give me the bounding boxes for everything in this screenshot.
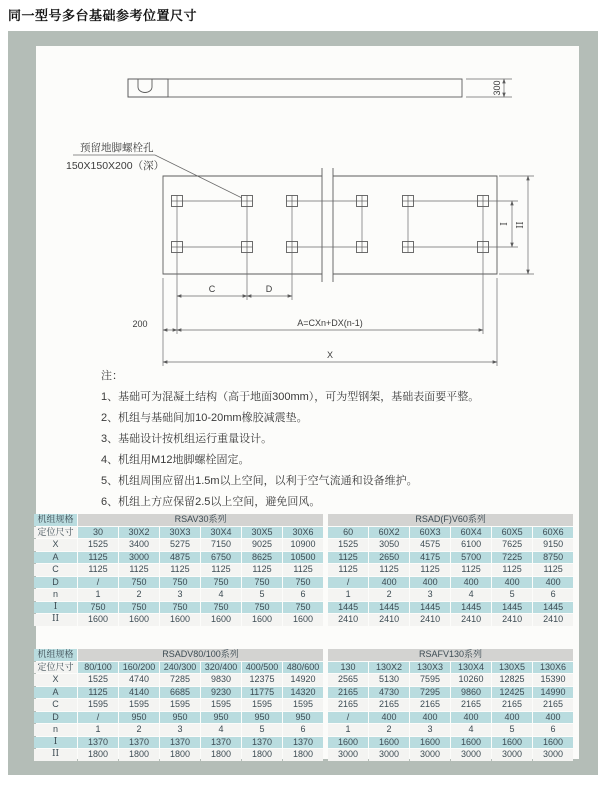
model-header: 30X6 xyxy=(283,527,323,539)
group-spacer xyxy=(324,589,327,601)
table-cell: 2410 xyxy=(533,614,573,626)
table-cell: 3000 xyxy=(119,552,159,564)
table-cell: 2 xyxy=(119,589,159,601)
table-cell: 1 xyxy=(328,724,368,736)
table-row xyxy=(34,602,573,614)
table-cell: 8625 xyxy=(242,552,282,564)
table-cell: 2165 xyxy=(492,699,532,711)
group-spacer xyxy=(324,687,327,699)
table-cell: 1595 xyxy=(119,699,159,711)
table-cell: 2165 xyxy=(328,687,368,699)
table-row xyxy=(34,589,573,601)
table-cell: 750 xyxy=(160,602,200,614)
table-cell: 2410 xyxy=(410,614,450,626)
group-spacer xyxy=(324,577,327,589)
table-cell: 6 xyxy=(283,724,323,736)
table-row xyxy=(34,712,573,724)
table-cell: 12425 xyxy=(492,687,532,699)
table-cell: 8750 xyxy=(533,552,573,564)
model-header: 130X2 xyxy=(369,662,409,674)
row-label: A xyxy=(34,687,77,699)
bolt-holes xyxy=(172,196,489,253)
table-cell: 950 xyxy=(283,712,323,724)
model-header: 60X2 xyxy=(369,527,409,539)
table-cell: 2410 xyxy=(328,614,368,626)
model-header: 130X4 xyxy=(451,662,491,674)
table-cell: 4 xyxy=(201,589,241,601)
note-item: 2、机组与基础间加10-20mm橡胶减震垫。 xyxy=(101,412,308,424)
table-cell: 1600 xyxy=(283,614,323,626)
page-title: 同一型号多台基础参考位置尺寸 xyxy=(8,8,198,23)
table-cell: 4575 xyxy=(410,539,450,551)
table-cell: 1600 xyxy=(160,614,200,626)
model-header: 240/300 xyxy=(160,662,200,674)
row-label: II xyxy=(34,749,77,761)
group-spacer xyxy=(324,674,327,686)
table-cell: 2410 xyxy=(492,614,532,626)
table-cell: 1600 xyxy=(242,614,282,626)
table-cell: 400 xyxy=(492,712,532,724)
spec-table-rsadv80100-rsafv130 xyxy=(33,648,574,762)
table-cell: 1 xyxy=(78,589,118,601)
leader-line xyxy=(155,155,242,198)
dim-A-label: A=CXn+DX(n-1) xyxy=(297,318,363,328)
table-cell: 2650 xyxy=(369,552,409,564)
table-cell: 1445 xyxy=(369,602,409,614)
model-header: 60X6 xyxy=(533,527,573,539)
table-cell: 1125 xyxy=(451,564,491,576)
table-cell: 750 xyxy=(78,602,118,614)
row-label: I xyxy=(34,737,77,749)
table-cell: 750 xyxy=(119,577,159,589)
row-label: X xyxy=(34,674,77,686)
unit-outlines xyxy=(177,201,483,247)
bolt-hole xyxy=(478,242,489,253)
table-cell: 1125 xyxy=(533,564,573,576)
note-item: 6、机组上方应保留2.5以上空间，避免回风。 xyxy=(101,496,321,508)
table-cell: 9150 xyxy=(533,539,573,551)
group-spacer xyxy=(324,614,327,626)
table-cell: 5700 xyxy=(451,552,491,564)
table-cell: 1800 xyxy=(242,749,282,761)
table-cell: 3000 xyxy=(451,749,491,761)
model-header: 130X6 xyxy=(533,662,573,674)
table-cell: 6750 xyxy=(201,552,241,564)
model-header: 60X3 xyxy=(410,527,450,539)
table-cell: 9230 xyxy=(201,687,241,699)
table-cell: 400 xyxy=(410,712,450,724)
table-cell: 1 xyxy=(328,589,368,601)
table-cell: 1125 xyxy=(328,552,368,564)
table-cell: 14990 xyxy=(533,687,573,699)
table-cell: 950 xyxy=(160,712,200,724)
table-cell: 14920 xyxy=(283,674,323,686)
table-cell: 7150 xyxy=(201,539,241,551)
model-header: 30X5 xyxy=(242,527,282,539)
table-cell: 5 xyxy=(242,589,282,601)
note-item: 4、机组用M12地脚螺栓固定。 xyxy=(101,454,250,466)
group-spacer xyxy=(324,564,327,576)
table-cell: 750 xyxy=(283,602,323,614)
bolt-hole xyxy=(172,242,183,253)
table-cell: 5 xyxy=(242,724,282,736)
model-header: 400/500 xyxy=(242,662,282,674)
dim-D-label: D xyxy=(265,284,273,294)
model-header: 60X5 xyxy=(492,527,532,539)
model-header: 80/100 xyxy=(78,662,118,674)
table-cell: 1125 xyxy=(119,564,159,576)
table-cell: 1800 xyxy=(78,749,118,761)
table-cell: 15390 xyxy=(533,674,573,686)
group-spacer xyxy=(324,539,327,551)
table-cell: 1125 xyxy=(328,564,368,576)
table-cell: 6685 xyxy=(160,687,200,699)
bolt-hole xyxy=(357,242,368,253)
table-cell: 5 xyxy=(492,724,532,736)
table-cell: 12825 xyxy=(492,674,532,686)
series-header: RSAFV130系列 xyxy=(328,649,573,661)
corner-position-size: 定位尺寸 xyxy=(34,527,77,539)
dim-200-label: 200 xyxy=(132,319,148,329)
note-item: 3、基础设计按机组运行重量设计。 xyxy=(101,433,273,445)
table-cell: 3400 xyxy=(119,539,159,551)
table-cell: 1125 xyxy=(283,564,323,576)
model-header: 30 xyxy=(78,527,118,539)
table-cell: 2 xyxy=(369,724,409,736)
table-cell: 6 xyxy=(533,724,573,736)
bolt-hole xyxy=(403,242,414,253)
table-cell: 3 xyxy=(160,724,200,736)
table-cell: 2 xyxy=(369,589,409,601)
notes-items xyxy=(101,387,561,513)
table-cell: 400 xyxy=(533,577,573,589)
table-cell: 950 xyxy=(119,712,159,724)
table-cell: 4175 xyxy=(410,552,450,564)
table-row xyxy=(34,552,573,564)
table-cell: 2165 xyxy=(533,699,573,711)
note-item: 5、机组周围应留出1.5m以上空间，以利于空气流通和设备维护。 xyxy=(101,475,418,487)
table-cell: / xyxy=(78,712,118,724)
table-row xyxy=(34,539,573,551)
table-cell: 1125 xyxy=(78,687,118,699)
table-cell: 1125 xyxy=(410,564,450,576)
table-cell: 3000 xyxy=(410,749,450,761)
group-spacer xyxy=(324,514,327,526)
plan-view xyxy=(132,168,534,366)
row-label: X xyxy=(34,539,77,551)
model-header: 60 xyxy=(328,527,368,539)
table-cell: 3050 xyxy=(369,539,409,551)
table-cell: 1445 xyxy=(533,602,573,614)
table-cell: 1600 xyxy=(328,737,368,749)
table-cell: 6 xyxy=(283,589,323,601)
table-cell: 2165 xyxy=(410,699,450,711)
bolt-hole xyxy=(478,196,489,207)
group-spacer xyxy=(324,737,327,749)
series-header: RSAV30系列 xyxy=(78,514,323,526)
table-cell: 1125 xyxy=(78,552,118,564)
table-cell: 2410 xyxy=(369,614,409,626)
row-label: I xyxy=(34,602,77,614)
group-spacer xyxy=(324,749,327,761)
table-cell: 4730 xyxy=(369,687,409,699)
table-cell: 400 xyxy=(369,712,409,724)
row-label: D xyxy=(34,577,77,589)
dim-I-label: I xyxy=(500,222,510,226)
row-label: A xyxy=(34,552,77,564)
bolt-hole xyxy=(287,242,298,253)
row-label: II xyxy=(34,614,77,626)
table-cell: 1125 xyxy=(242,564,282,576)
table-cell: 400 xyxy=(451,577,491,589)
table-cell: 4740 xyxy=(119,674,159,686)
table-cell: 750 xyxy=(201,602,241,614)
series-header: RSAD(F)V60系列 xyxy=(328,514,573,526)
table-cell: 1600 xyxy=(451,737,491,749)
table-cell: 6 xyxy=(533,589,573,601)
table-cell: 10900 xyxy=(283,539,323,551)
model-header: 30X3 xyxy=(160,527,200,539)
table-cell: / xyxy=(328,712,368,724)
table-cell: / xyxy=(78,577,118,589)
table-cell: 1600 xyxy=(78,614,118,626)
table-row xyxy=(34,577,573,589)
table-cell: 1600 xyxy=(410,737,450,749)
table-cell: 4 xyxy=(201,724,241,736)
model-header: 480/600 xyxy=(283,662,323,674)
table-cell: 1 xyxy=(78,724,118,736)
table-cell: 750 xyxy=(242,602,282,614)
table-cell: 750 xyxy=(201,577,241,589)
table-cell: 1370 xyxy=(201,737,241,749)
table-cell: 4 xyxy=(451,724,491,736)
table-cell: 1125 xyxy=(160,564,200,576)
table-cell: 7595 xyxy=(410,674,450,686)
table-cell: 1595 xyxy=(283,699,323,711)
table-cell: 1370 xyxy=(78,737,118,749)
table-cell: 750 xyxy=(242,577,282,589)
table-cell: 6100 xyxy=(451,539,491,551)
model-header: 60X4 xyxy=(451,527,491,539)
corner-unit-spec: 机组规格 xyxy=(34,514,77,526)
table-cell: 1600 xyxy=(492,737,532,749)
table-cell: 1595 xyxy=(201,699,241,711)
table-cell: 5 xyxy=(492,589,532,601)
table-row xyxy=(34,749,573,761)
table-cell: 1445 xyxy=(328,602,368,614)
table-cell: 2165 xyxy=(328,699,368,711)
table-cell: 12375 xyxy=(242,674,282,686)
spec-table-rsav30-rsadv60 xyxy=(33,513,574,627)
bolt-hole xyxy=(172,196,183,207)
table-cell: 3000 xyxy=(533,749,573,761)
table-cell: 3000 xyxy=(492,749,532,761)
row-label: n xyxy=(34,589,77,601)
table-cell: 1595 xyxy=(160,699,200,711)
table-row xyxy=(34,724,573,736)
table-cell: 1125 xyxy=(201,564,241,576)
group-spacer xyxy=(324,724,327,736)
table-cell: 2165 xyxy=(369,699,409,711)
group-spacer xyxy=(324,527,327,539)
corner-unit-spec: 机组规格 xyxy=(34,649,77,661)
table-cell: 1800 xyxy=(283,749,323,761)
row-label: C xyxy=(34,699,77,711)
table-cell: 1525 xyxy=(78,674,118,686)
table-cell: 1600 xyxy=(369,737,409,749)
model-header: 130X3 xyxy=(410,662,450,674)
notes-label: 注： xyxy=(101,370,123,382)
model-header: 130 xyxy=(328,662,368,674)
bolt-hole-callout xyxy=(66,141,242,198)
table-cell: 950 xyxy=(201,712,241,724)
table-cell: 1600 xyxy=(201,614,241,626)
table-cell: 4 xyxy=(451,589,491,601)
table-row xyxy=(34,564,573,576)
table-cell: 1595 xyxy=(242,699,282,711)
table-row xyxy=(34,614,573,626)
table-cell: 1370 xyxy=(283,737,323,749)
bolt-hole-label-line1: 预留地脚螺栓孔 xyxy=(80,142,154,154)
table-cell: 7225 xyxy=(492,552,532,564)
foundation-diagram xyxy=(36,47,580,369)
table-cell: / xyxy=(328,577,368,589)
series-header: RSADV80/100系列 xyxy=(78,649,323,661)
model-header: 30X2 xyxy=(119,527,159,539)
table-row xyxy=(34,674,573,686)
table-cell: 9830 xyxy=(201,674,241,686)
table-cell: 1595 xyxy=(78,699,118,711)
dim-C-label: C xyxy=(208,284,216,294)
side-view xyxy=(128,79,512,97)
table-cell: 9025 xyxy=(242,539,282,551)
table-cell: 1800 xyxy=(119,749,159,761)
notes-block xyxy=(101,366,561,513)
table-cell: 1800 xyxy=(160,749,200,761)
table-cell: 1600 xyxy=(119,614,159,626)
table-cell: 9860 xyxy=(451,687,491,699)
table-cell: 400 xyxy=(410,577,450,589)
table-cell: 1370 xyxy=(242,737,282,749)
anchor-pocket xyxy=(138,79,152,93)
table-cell: 400 xyxy=(369,577,409,589)
corner-position-size: 定位尺寸 xyxy=(34,662,77,674)
table-cell: 2165 xyxy=(451,699,491,711)
group-spacer xyxy=(324,602,327,614)
table-cell: 5275 xyxy=(160,539,200,551)
table-row xyxy=(34,699,573,711)
row-label: C xyxy=(34,564,77,576)
table-cell: 7295 xyxy=(410,687,450,699)
table-cell: 2410 xyxy=(451,614,491,626)
table-cell: 3000 xyxy=(369,749,409,761)
table-cell: 3 xyxy=(410,589,450,601)
table-cell: 10260 xyxy=(451,674,491,686)
table-cell: 1525 xyxy=(328,539,368,551)
bolt-hole-label-line2: 150X150X200（深） xyxy=(66,160,165,172)
table-cell: 1445 xyxy=(492,602,532,614)
table-cell: 5130 xyxy=(369,674,409,686)
table-cell: 11775 xyxy=(242,687,282,699)
bolt-hole xyxy=(242,196,253,207)
row-label: n xyxy=(34,724,77,736)
row-label: D xyxy=(34,712,77,724)
model-header: 320/400 xyxy=(201,662,241,674)
dim-X-label: X xyxy=(326,350,334,360)
table-cell: 1125 xyxy=(369,564,409,576)
bolt-hole xyxy=(403,196,414,207)
table-cell: 750 xyxy=(283,577,323,589)
note-item: 1、基础可为混凝土结构（高于地面300mm），可为型钢架，基础表面要平整。 xyxy=(101,391,480,403)
table-cell: 400 xyxy=(533,712,573,724)
table-cell: 2565 xyxy=(328,674,368,686)
dim-300-label: 300 xyxy=(492,80,502,96)
bolt-hole xyxy=(287,196,298,207)
table-row xyxy=(34,737,573,749)
table-cell: 750 xyxy=(119,602,159,614)
table-cell: 1370 xyxy=(160,737,200,749)
group-spacer xyxy=(324,662,327,674)
bolt-hole xyxy=(357,196,368,207)
group-spacer xyxy=(324,649,327,661)
model-header: 130X5 xyxy=(492,662,532,674)
bolt-hole xyxy=(242,242,253,253)
table-cell: 1445 xyxy=(410,602,450,614)
model-header: 30X4 xyxy=(201,527,241,539)
table-cell: 7285 xyxy=(160,674,200,686)
table-cell: 1600 xyxy=(533,737,573,749)
table-cell: 1800 xyxy=(201,749,241,761)
table-cell: 3000 xyxy=(328,749,368,761)
table-cell: 400 xyxy=(492,577,532,589)
model-header: 160/200 xyxy=(119,662,159,674)
group-spacer xyxy=(324,712,327,724)
table-cell: 10500 xyxy=(283,552,323,564)
table-cell: 1445 xyxy=(451,602,491,614)
table-cell: 7625 xyxy=(492,539,532,551)
table-cell: 4140 xyxy=(119,687,159,699)
table-cell: 3 xyxy=(410,724,450,736)
table-cell: 750 xyxy=(160,577,200,589)
table-cell: 1525 xyxy=(78,539,118,551)
dim-II-label: II xyxy=(516,221,526,229)
table-cell: 2 xyxy=(119,724,159,736)
table-cell: 400 xyxy=(451,712,491,724)
group-spacer xyxy=(324,552,327,564)
table-cell: 4875 xyxy=(160,552,200,564)
table-cell: 950 xyxy=(242,712,282,724)
group-spacer xyxy=(324,699,327,711)
table-cell: 14320 xyxy=(283,687,323,699)
table-cell: 3 xyxy=(160,589,200,601)
table-cell: 1125 xyxy=(492,564,532,576)
table-cell: 1125 xyxy=(78,564,118,576)
table-cell: 1370 xyxy=(119,737,159,749)
table-row xyxy=(34,687,573,699)
